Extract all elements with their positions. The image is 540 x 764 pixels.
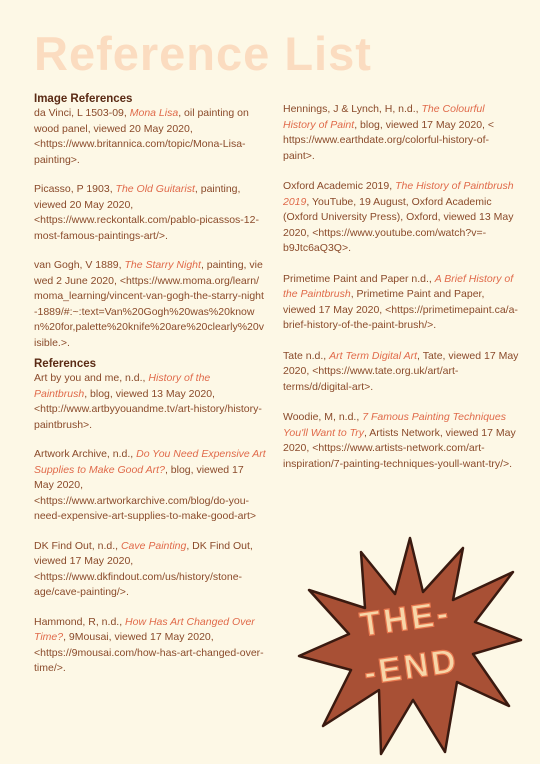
reference-entry: Oxford Academic 2019, The History of Paintbrush 2019, YouTube, 19 August, Oxford Academic (Oxford University Press), Oxford, viewed 13 May 2020, <https://www.youtube.com/watch?v=-b9Jtc6aQ3Q>. [283, 180, 514, 254]
left-column [34, 92, 266, 691]
reference-entry: Tate n.d., Art Term Digital Art, Tate, viewed 17 May 2020, <https://www.tate.org.uk/art/art-terms/d/digital-art>. [283, 349, 519, 393]
right-column [283, 102, 519, 487]
image-references-heading: Image References [34, 93, 133, 105]
reference-entry: da Vinci, L 1503-09, Mona Lisa, oil painting on wood panel, viewed 20 May 2020, <https://www.britannica.com/topic/Mona-Lisa-painting>. [34, 107, 249, 166]
burst-text-line-2: -END [361, 641, 462, 693]
reference-entry: Woodie, M, n.d., 7 Famous Painting Techniques You'll Want to Try, Artists Network, viewed 17 May 2020, <https://www.artists-network.com/art-inspiration/7-painting-techniques-youll-want-try/>. [283, 411, 516, 470]
page-title: Reference List [34, 27, 372, 80]
starburst-shape [299, 538, 521, 754]
references-heading: References [34, 358, 97, 370]
burst-text-line-1: THE- [357, 593, 454, 645]
reference-entry: Artwork Archive, n.d., Do You Need Expensive Art Supplies to Make Good Art?, blog, viewed 17 May 2020, <https://www.artworkarchive.com/blog/do-you-need-expensive-art-supplies-to-make-good-art> [34, 448, 266, 522]
the-end-burst-illustration [295, 530, 525, 760]
reference-entry: Primetime Paint and Paper n.d., A Brief History of the Paintbrush, Primetime Paint and Paper, viewed 17 May 2020, <https://primetimepaint.ca/a-brief-history-of-the-paint-brush/>. [283, 272, 518, 331]
reference-entry: Hennings, J & Lynch, H, n.d., The Colourful History of Paint, blog, viewed 17 May 2020, < https://www.earthdate.org/colorful-history-of-paint>. [283, 103, 494, 162]
reference-entry: Hammond, R, n.d., How Has Art Changed Over Time?, 9Mousai, viewed 17 May 2020, <https://9mousai.com/how-has-art-changed-over-time/>. [34, 615, 264, 674]
reference-entry: Art by you and me, n.d., History of the Paintbrush, blog, viewed 13 May 2020, <http://www.artbyyouandme.tv/art-history/history-paintbrush>. [34, 372, 262, 431]
reference-entry: DK Find Out, n.d., Cave Painting, DK Find Out, viewed 17 May 2020, <https://www.dkfindout.com/us/history/stone-age/cave-painting/>. [34, 539, 253, 598]
reference-entry: van Gogh, V 1889, The Starry Night, painting, viewed 2 June 2020, <https://www.moma.org/learn/moma_learning/vincent-van-gogh-the-starry-night-1889/#:~:text=Van%20Gogh%20was%20known%20for,palette%20knife%20are%20clearly%20visible.>. [34, 259, 264, 349]
reference-entry: Picasso, P 1903, The Old Guitarist, painting, viewed 20 May 2020, <https://www.reckontalk.com/pablo-picassos-12-most-famous-paintings-art/>. [34, 183, 259, 242]
